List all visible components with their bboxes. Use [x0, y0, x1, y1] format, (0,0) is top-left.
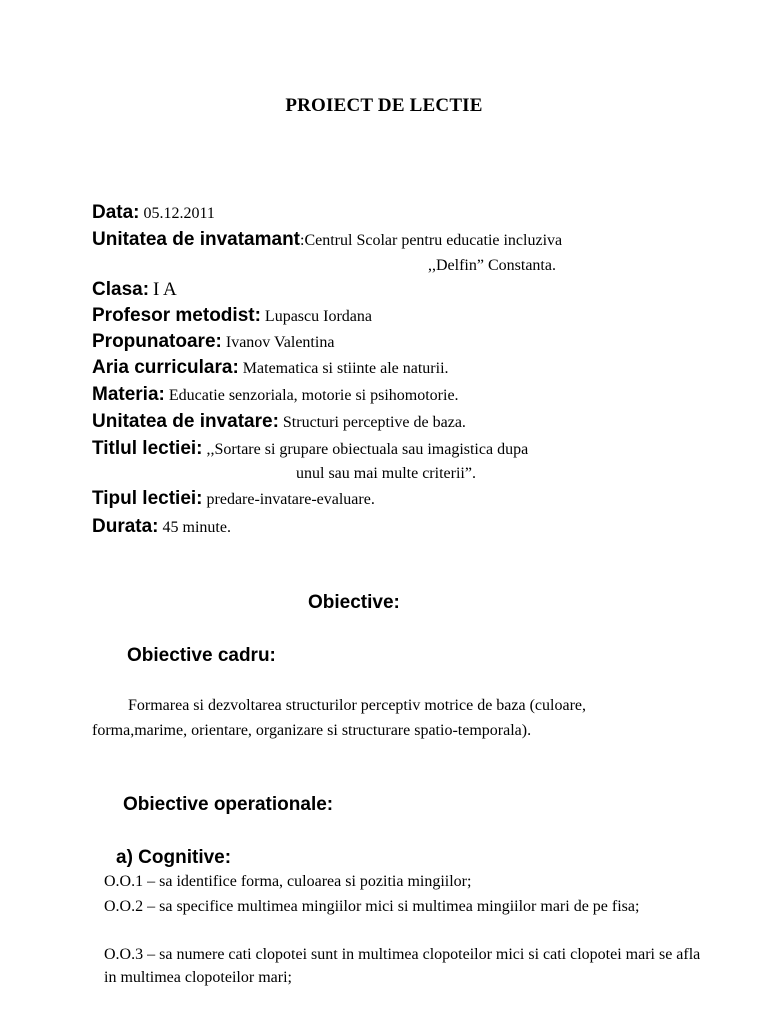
field-clasa — [92, 280, 177, 301]
field-value: 45 minute. — [162, 519, 231, 536]
field-propunatoare — [92, 332, 334, 353]
field-value: Lupascu Iordana — [264, 308, 372, 325]
field-profesor — [92, 306, 372, 327]
field-label: Unitatea de invatamant — [92, 229, 300, 250]
objective-item-1: O.O.1 – sa identifice forma, culoarea si pozitia mingiilor; — [104, 873, 472, 890]
field-value: predare-invatare-evaluare. — [206, 491, 375, 508]
field-value: :Centrul Scolar pentru educatie incluziva — [300, 232, 563, 249]
field-label: Titlul lectiei: — [92, 438, 203, 459]
field-titlul — [92, 439, 528, 460]
field-label: Unitatea de invatare: — [92, 411, 279, 432]
field-value: Matematica si stiinte ale naturii. — [242, 360, 449, 377]
field-value-continuation: ,,Delfin” Constanta. — [428, 257, 556, 274]
field-label: Data: — [92, 202, 140, 223]
field-value: 05.12.2011 — [143, 205, 215, 222]
field-tipul — [92, 489, 375, 510]
field-value: Structuri perceptive de baza. — [282, 414, 466, 431]
field-label: Propunatoare: — [92, 331, 222, 352]
subsection-heading-operationale: Obiective operationale: — [123, 794, 334, 815]
field-aria — [92, 358, 449, 379]
paragraph-cadru — [92, 693, 652, 743]
field-value: ,,Sortare si grupare obiectuala sau imagistica dupa — [206, 441, 529, 458]
page-title: PROIECT DE LECTIE — [285, 95, 483, 116]
field-label: Durata: — [92, 516, 159, 537]
field-value: Ivanov Valentina — [225, 334, 335, 351]
subsection-heading-cognitive: a) Cognitive: — [116, 847, 232, 868]
field-value: I A — [153, 279, 177, 300]
field-label: Aria curriculara: — [92, 357, 239, 378]
field-unitatea-invatare — [92, 412, 466, 433]
paragraph-text: Formarea si dezvoltarea structurilor perceptiv motrice de baza (culoare, forma,marime, orientare, organizare si structurare spatio-temporala). — [92, 697, 586, 739]
field-value-continuation: unul sau mai multe criterii”. — [296, 465, 476, 482]
objective-item-3: O.O.3 – sa numere cati clopotei sunt in multimea clopoteilor mici si cati clopotei mari se afla in multimea clopoteilor mari; — [104, 946, 701, 986]
field-label: Tipul lectiei: — [92, 488, 203, 509]
subsection-heading-cadru: Obiective cadru: — [127, 645, 276, 666]
field-data — [92, 203, 215, 224]
field-label: Clasa: — [92, 279, 150, 300]
field-label: Profesor metodist: — [92, 305, 261, 326]
field-value: Educatie senzoriala, motorie si psihomotorie. — [168, 387, 459, 404]
section-heading-obiective: Obiective: — [308, 592, 400, 613]
field-unitatea — [92, 230, 562, 251]
field-label: Materia: — [92, 384, 165, 405]
field-durata — [92, 517, 231, 538]
objective-item-2: O.O.2 – sa specifice multimea mingiilor mici si multimea mingiilor mari de pe fisa; — [104, 898, 640, 915]
field-materia — [92, 385, 459, 406]
